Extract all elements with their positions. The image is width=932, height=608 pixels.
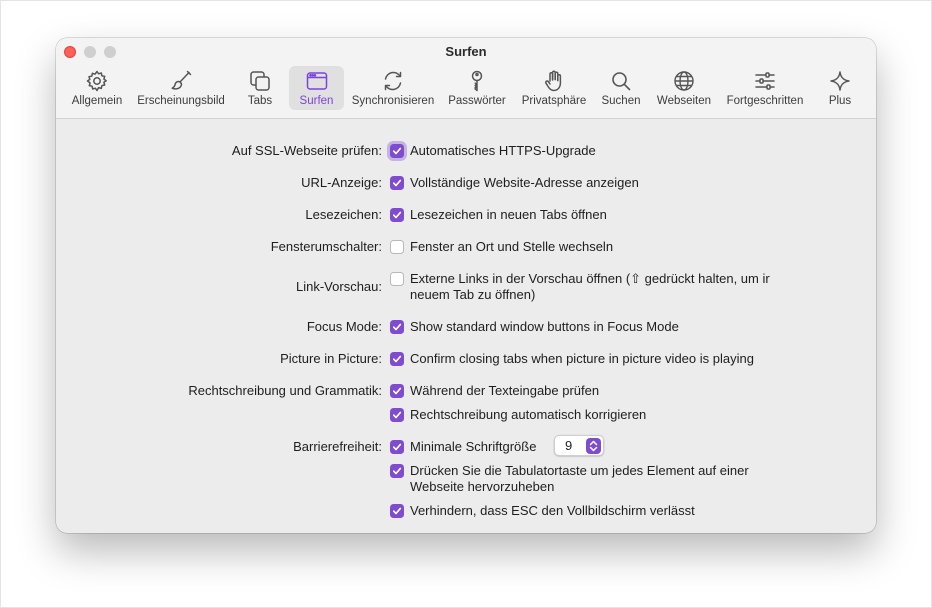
link-preview-label: Link-Vorschau: xyxy=(296,279,382,294)
tab-label: Synchronisieren xyxy=(351,95,435,107)
preferences-window xyxy=(56,38,876,533)
hand-icon xyxy=(541,68,567,94)
sliders-icon xyxy=(752,68,778,94)
tab-label: Passwörter xyxy=(448,95,506,107)
tab-label: Plus xyxy=(828,95,852,107)
tab-highlight-line-1: Drücken Sie die Tabulatortaste um jedes Element auf einer xyxy=(410,463,749,478)
focus-mode-option[interactable] xyxy=(390,319,679,335)
esc-fullscreen-checkbox[interactable] xyxy=(390,504,404,518)
bookmarks-option-text: Lesezeichen in neuen Tabs öffnen xyxy=(410,207,607,222)
url-checkbox[interactable] xyxy=(390,176,404,190)
tab-highlight-line-2: Webseite hervorzuheben xyxy=(410,479,555,494)
checkmark-icon xyxy=(392,146,402,156)
link-preview-option-text xyxy=(410,271,770,303)
tab-label: Fortgeschritten xyxy=(726,95,804,107)
checkmark-icon xyxy=(392,506,402,516)
focus-mode-option-text: Show standard window buttons in Focus Mode xyxy=(410,319,679,334)
tab-synchronisieren[interactable] xyxy=(348,66,438,110)
window-title: Surfen xyxy=(445,44,487,59)
spelling-checkbox-2[interactable] xyxy=(390,408,404,422)
window-switcher-label: Fensterumschalter: xyxy=(270,239,382,254)
checkmark-icon xyxy=(392,210,402,220)
tab-label: Suchen xyxy=(601,95,641,107)
spelling-option-2-text: Rechtschreibung automatisch korrigieren xyxy=(410,407,647,422)
url-option-text: Vollständige Website-Adresse anzeigen xyxy=(410,175,639,190)
window-switcher-option[interactable] xyxy=(390,239,613,255)
min-font-size-checkbox[interactable] xyxy=(390,440,404,454)
pip-label: Picture in Picture: xyxy=(280,351,382,366)
accessibility-option-2[interactable] xyxy=(390,463,749,495)
url-label: URL-Anzeige: xyxy=(301,175,382,190)
checkmark-icon xyxy=(392,178,402,188)
ssl-option-text: Automatisches HTTPS-Upgrade xyxy=(410,143,596,158)
checkmark-icon xyxy=(392,466,402,476)
bookmarks-label: Lesezeichen: xyxy=(305,207,382,222)
tab-plus[interactable] xyxy=(818,66,862,110)
checkmark-icon xyxy=(392,322,402,332)
magnifier-icon xyxy=(608,68,634,94)
link-preview-option[interactable] xyxy=(390,271,770,303)
tab-surfen[interactable] xyxy=(289,66,344,110)
spelling-checkbox-1[interactable] xyxy=(390,384,404,398)
accessibility-option-1[interactable] xyxy=(390,439,536,455)
globe-icon xyxy=(671,68,697,94)
accessibility-option-3[interactable] xyxy=(390,503,695,519)
pip-option[interactable] xyxy=(390,351,754,367)
checkmark-icon xyxy=(392,386,402,396)
link-preview-line-2: neuem Tab zu öffnen) xyxy=(410,287,536,302)
tab-suchen[interactable] xyxy=(597,66,645,110)
tab-highlight-text xyxy=(410,463,749,495)
tab-label: Privatsphäre xyxy=(521,95,587,107)
accessibility-label: Barrierefreiheit: xyxy=(293,439,382,454)
tab-label: Tabs xyxy=(247,95,273,107)
spelling-option-1-text: Während der Texteingabe prüfen xyxy=(410,383,600,398)
bookmarks-checkbox[interactable] xyxy=(390,208,404,222)
tab-label: Erscheinungsbild xyxy=(137,95,225,107)
checkmark-icon xyxy=(392,354,402,364)
tab-label: Webseiten xyxy=(656,95,712,107)
font-size-value: 9 xyxy=(565,438,573,453)
checkmark-icon xyxy=(392,442,402,452)
tab-label: Surfen xyxy=(299,95,334,107)
esc-fullscreen-text: Verhindern, dass ESC den Vollbildschirm verlässt xyxy=(410,503,695,518)
checkmark-icon xyxy=(392,410,402,420)
ssl-checkbox[interactable] xyxy=(390,144,404,158)
pip-checkbox[interactable] xyxy=(390,352,404,366)
sparkle-icon xyxy=(827,68,853,94)
tab-allgemein[interactable] xyxy=(68,66,126,110)
gear-icon xyxy=(84,68,110,94)
tab-webseiten[interactable] xyxy=(652,66,716,110)
tab-label: Allgemein xyxy=(71,95,123,107)
focus-mode-label: Focus Mode: xyxy=(306,319,382,334)
window-switcher-option-text: Fenster an Ort und Stelle wechseln xyxy=(410,239,614,254)
font-size-popup[interactable] xyxy=(554,435,604,456)
tab-passwoerter[interactable] xyxy=(445,66,509,110)
toolbar xyxy=(56,38,876,119)
settings-panel xyxy=(56,119,876,533)
tab-highlight-checkbox[interactable] xyxy=(390,464,404,478)
ssl-option[interactable] xyxy=(390,143,596,159)
tab-tabs[interactable] xyxy=(238,66,282,110)
sync-icon xyxy=(380,68,406,94)
link-preview-checkbox[interactable] xyxy=(390,272,404,286)
spelling-label: Rechtschreibung und Grammatik: xyxy=(188,383,382,398)
tab-privatsphaere[interactable] xyxy=(516,66,592,110)
spelling-option-2[interactable] xyxy=(390,407,646,423)
window-switcher-checkbox[interactable] xyxy=(390,240,404,254)
pip-option-text: Confirm closing tabs when picture in picture video is playing xyxy=(410,351,754,366)
bookmarks-option[interactable] xyxy=(390,207,607,223)
focus-mode-checkbox[interactable] xyxy=(390,320,404,334)
browser-window-icon xyxy=(304,68,330,94)
key-icon xyxy=(464,68,490,94)
spelling-option-1[interactable] xyxy=(390,383,599,399)
paintbrush-icon xyxy=(168,68,194,94)
link-preview-line-1: Externe Links in der Vorschau öffnen (⇧ gedrückt halten, um ir xyxy=(410,271,770,286)
tab-erscheinungsbild[interactable] xyxy=(134,66,228,110)
min-font-size-text: Minimale Schriftgröße xyxy=(410,439,537,454)
tabs-icon xyxy=(247,68,273,94)
tab-fortgeschritten[interactable] xyxy=(722,66,808,110)
popup-arrows-icon[interactable] xyxy=(586,438,601,454)
url-option[interactable] xyxy=(390,175,639,191)
ssl-label: Auf SSL-Webseite prüfen: xyxy=(231,143,382,158)
